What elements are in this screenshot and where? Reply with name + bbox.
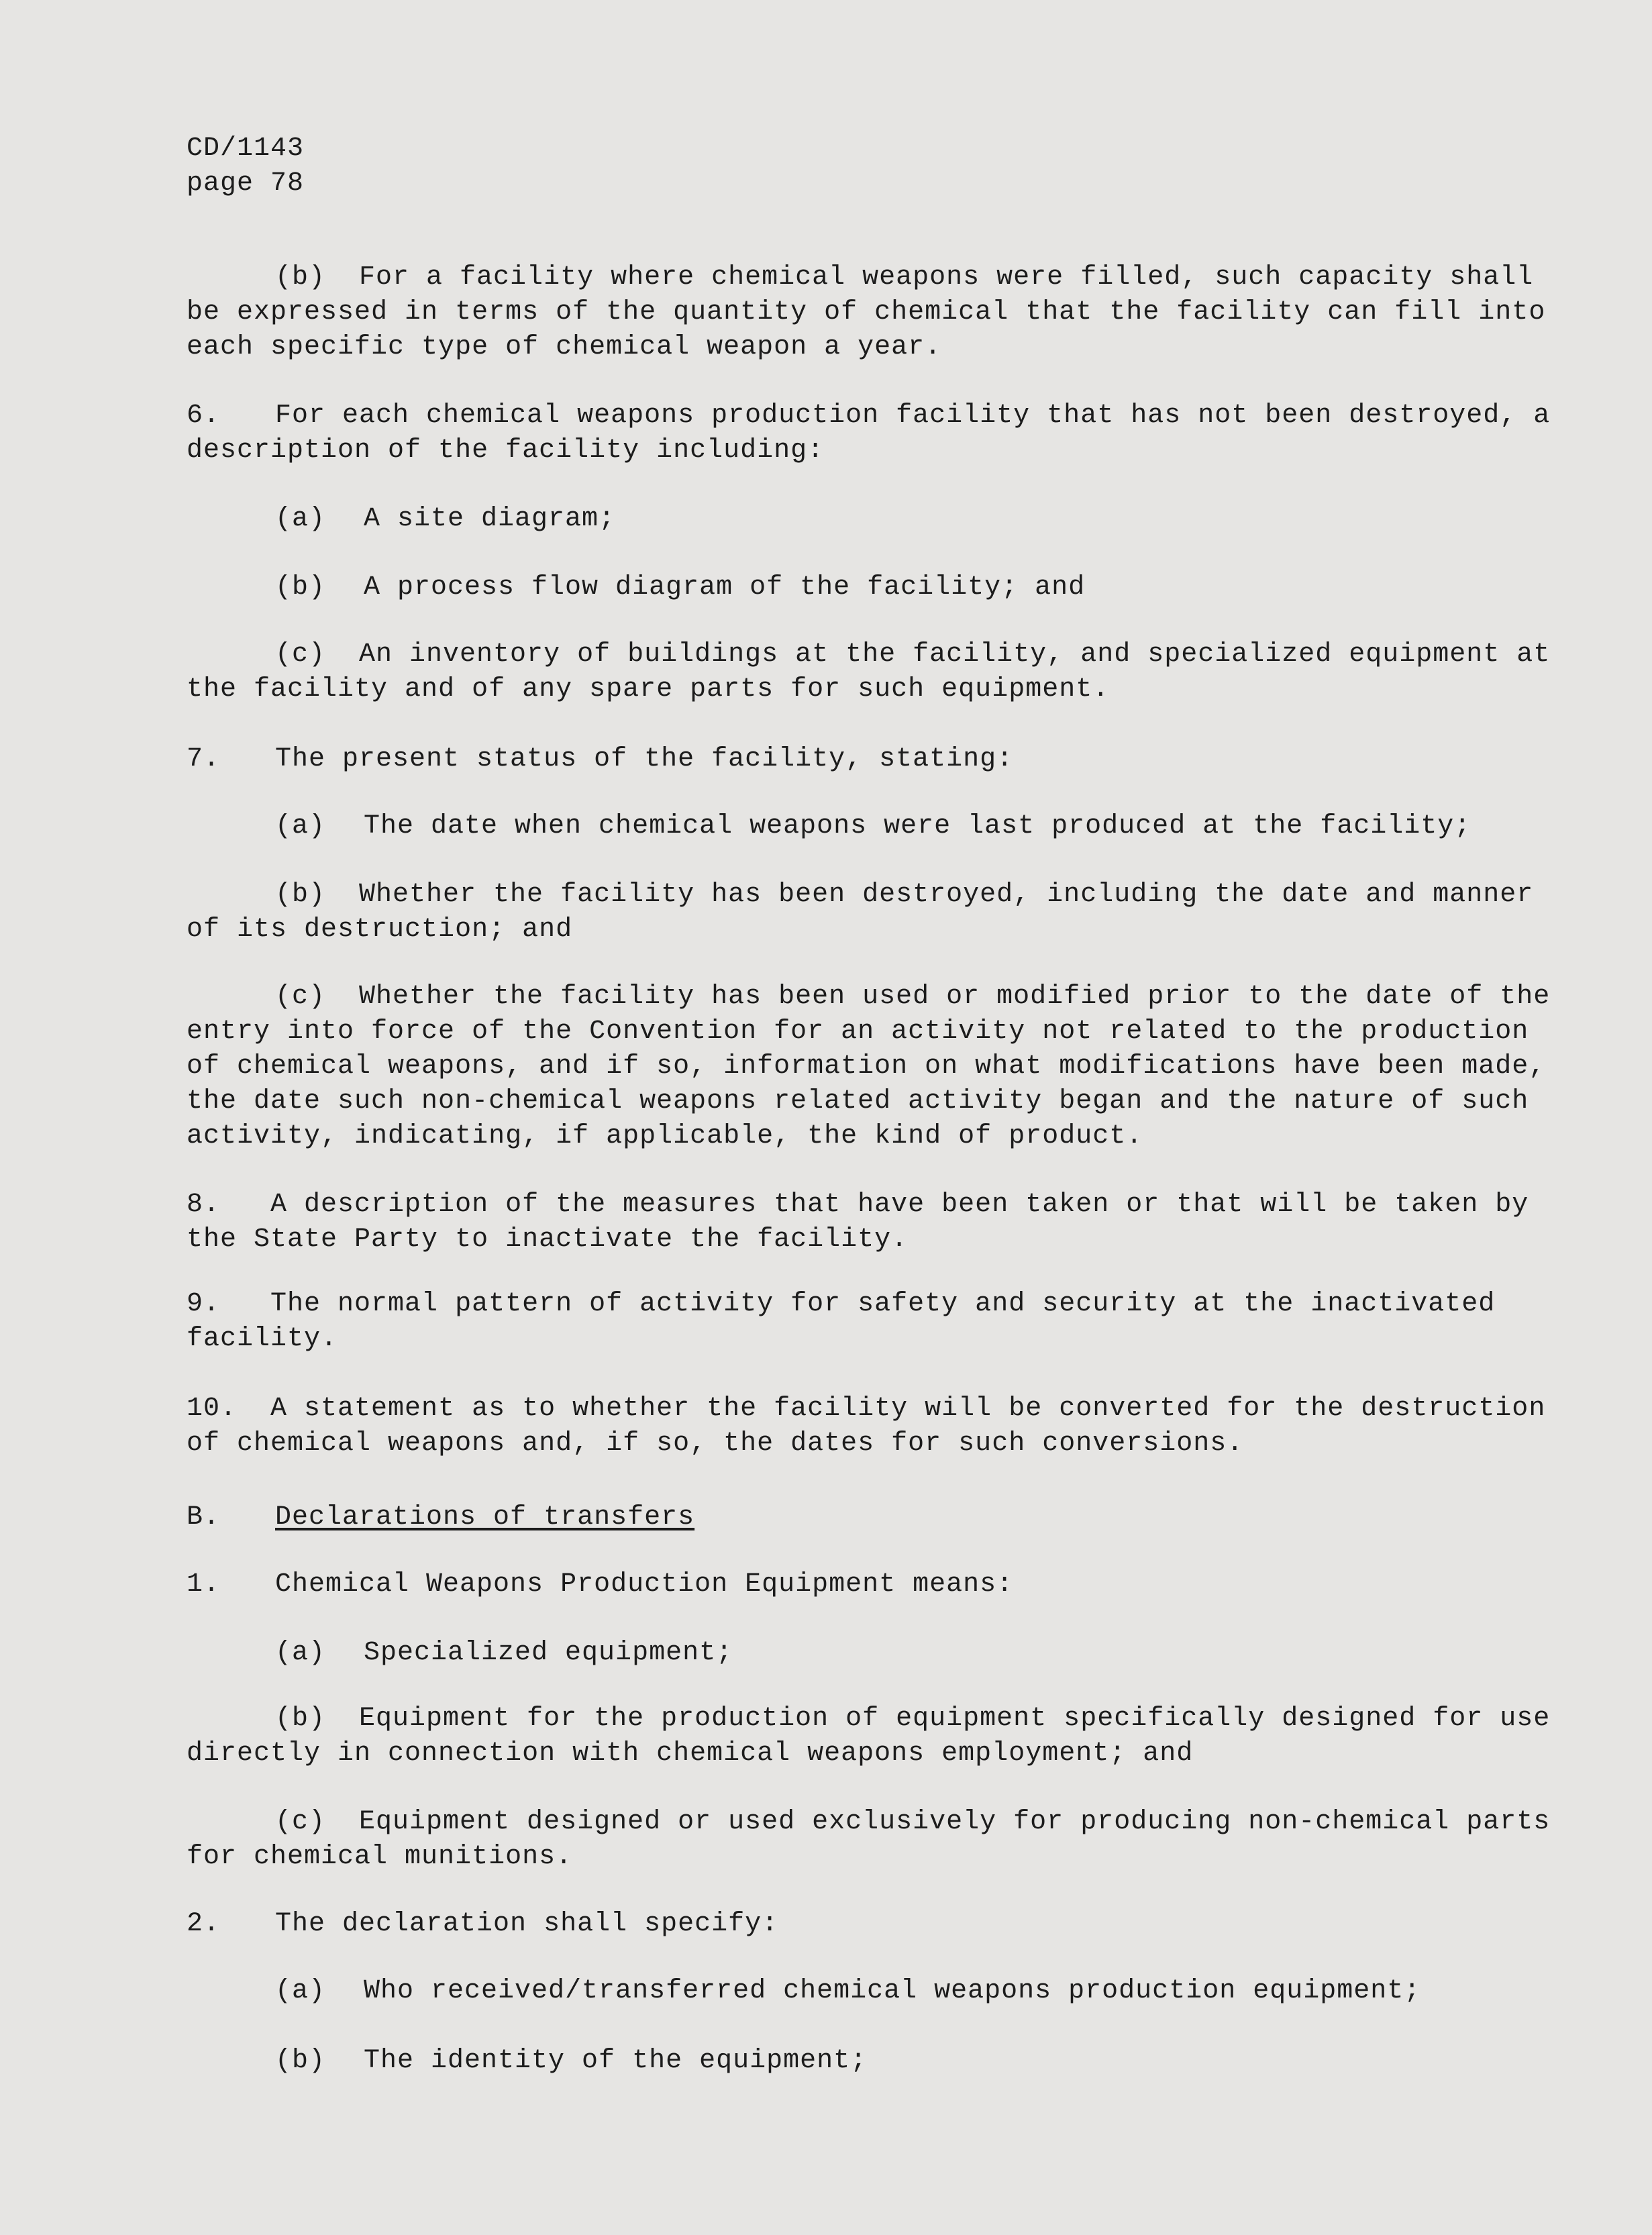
paragraph-7c: (c) Whether the facility has been used or modified prior to the date of the entry into force of the Convention for an activity not related to the production of chemical weapons, and if so, information on what modifications have been made, the date such non-chemical weapons related activity began and the nature of such activity, indicating, if applicable, the kind of product. <box>187 982 1567 1151</box>
section-b-heading <box>187 1500 1555 1535</box>
paragraph-number: 7. <box>187 744 221 774</box>
paragraph-number: 1. <box>187 1569 221 1600</box>
item-label: (b) <box>275 2046 326 2076</box>
item-label: (a) <box>275 1976 326 2006</box>
paragraph-5b: (b) For a facility where chemical weapons were filled, such capacity shall be expressed in terms of the quantity of chemical that the facility can fill into each specific type of chemical weapon a year. <box>187 262 1563 362</box>
section-number: B. <box>187 1502 221 1532</box>
paragraph-b2 <box>187 1907 1555 1942</box>
paragraph-b1c: (c) Equipment designed or used exclusively for producing non-chemical parts for chemical munitions. <box>187 1807 1567 1872</box>
paragraph-7 <box>187 742 1555 777</box>
item-label: (a) <box>275 504 326 534</box>
paragraph-b1b: (b) Equipment for the production of equipment specifically designed for use directly in connection with chemical weapons employment; and <box>187 1704 1567 1769</box>
paragraph-text: The present status of the facility, stating: <box>275 744 1014 774</box>
page-header <box>187 132 1555 201</box>
item-text: A process flow diagram of the facility; and <box>364 572 1086 603</box>
paragraph-number: 2. <box>187 1909 221 1939</box>
item-text: The date when chemical weapons were last produced at the facility; <box>364 811 1472 841</box>
paragraph-10: 10. A statement as to whether the facility will be converted for the destruction of chemical weapons and, if so, the dates for such conversions. <box>187 1394 1563 1459</box>
paragraph-9: 9. The normal pattern of activity for safety and security at the inactivated facility. <box>187 1289 1512 1354</box>
paragraph-text: For each chemical weapons production facility that has not been destroyed, a description of the facility including: <box>187 401 1567 466</box>
item-label: (b) <box>275 572 326 603</box>
paragraph-7b: (b) Whether the facility has been destroyed, including the date and manner of its destruction; and <box>187 880 1551 945</box>
paragraph-b2a <box>275 1974 1550 2009</box>
page-number: page 78 <box>187 168 305 199</box>
item-text: A site diagram; <box>364 504 616 534</box>
item-text: Specialized equipment; <box>364 1638 733 1668</box>
paragraph-b2b <box>275 2044 1550 2079</box>
item-text: Who received/transferred chemical weapons production equipment; <box>364 1976 1421 2006</box>
paragraph-text: Chemical Weapons Production Equipment means: <box>275 1569 1014 1600</box>
item-label: (a) <box>275 811 326 841</box>
paragraph-6 <box>187 399 1567 468</box>
paragraph-b1 <box>187 1567 1555 1602</box>
section-title: Declarations of transfers <box>275 1502 695 1532</box>
paragraph-number: 6. <box>187 401 221 431</box>
item-text: The identity of the equipment; <box>364 2046 868 2076</box>
paragraph-6a <box>275 502 1550 537</box>
paragraph-8: 8. A description of the measures that have been taken or that will be taken by the State Party to inactivate the facility. <box>187 1190 1546 1255</box>
item-label: (a) <box>275 1638 326 1668</box>
paragraph-6b <box>275 570 1550 605</box>
paragraph-text: The declaration shall specify: <box>275 1909 779 1939</box>
document-id: CD/1143 <box>187 134 305 164</box>
paragraph-b1a <box>275 1636 1550 1671</box>
paragraph-7a <box>275 809 1550 844</box>
paragraph-6c: (c) An inventory of buildings at the facility, and specialized equipment at the facility and of any spare parts for such equipment. <box>187 639 1567 705</box>
